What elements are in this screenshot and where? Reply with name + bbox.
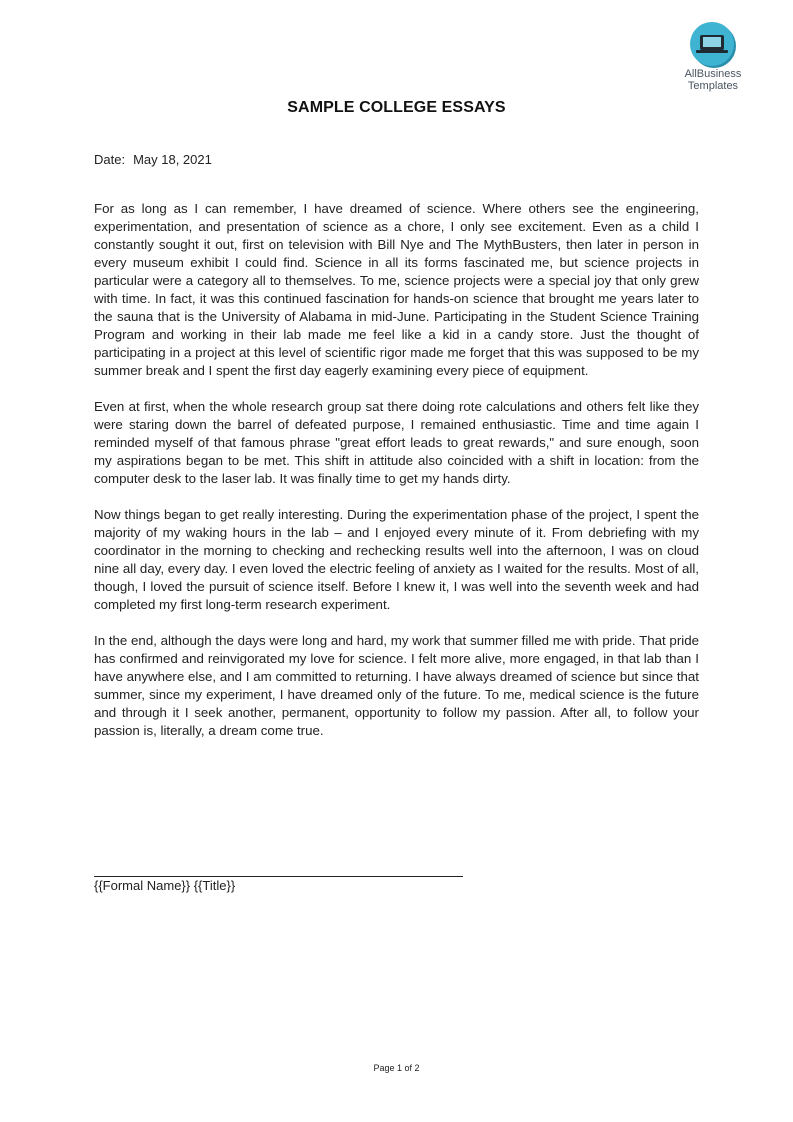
signature-placeholder: {{Formal Name}} {{Title}} (94, 878, 236, 893)
laptop-base (696, 50, 728, 53)
essay-paragraph-2: Even at first, when the whole research group sat there doing rote calculations and others felt like they were staring down the barrel of defeated purpose, I remained enthusiastic. Time and time again I reminded myself of that famous phrase "great effort leads to great rewards," and sure enough, soon my aspirations began to be met. This shift in attitude also coincided with a shift in location: from the computer desk to the laser lab. It was finally time to get my hands dirty. (94, 399, 699, 486)
document-title: SAMPLE COLLEGE ESSAYS (287, 99, 506, 116)
date-value: May 18, 2021 (133, 152, 212, 167)
date-label: Date: (94, 152, 126, 167)
signature-line (94, 876, 463, 877)
logo-brand-line1: AllBusiness (684, 68, 742, 80)
logo-text (676, 68, 750, 92)
brand-logo (676, 22, 756, 94)
essay-body (94, 200, 699, 758)
essay-paragraph-4: In the end, although the days were long and hard, my work that summer filled me with pride. That pride has confirmed and reinvigorated my love for science. I felt more alive, more engaged, in that lab than I have anywhere else, and I am committed to returning. I have always dreamed of science but since that summer, since my experiment, I have dreamed only of the future. To me, medical science is the future and through it I seek another, permanent, opportunity to follow my passion. After all, to follow your passion is, literally, a dream come true. (94, 633, 699, 738)
laptop-icon (700, 35, 724, 50)
logo-brand-line2: Templates (687, 80, 739, 92)
page-number: Page 1 of 2 (373, 1063, 420, 1073)
essay-paragraph-3: Now things began to get really interesting. During the experimentation phase of the project, I spent the majority of my waking hours in the lab – and I enjoyed every minute of it. From debriefing with my coordinator in the morning to checking and rechecking results well into the afternoon, I was on cloud nine all day, every day. I even loved the electric feeling of anxiety as I waited for the results. Most of all, though, I loved the pursuit of science itself. Before I knew it, I was well into the seventh week and had completed my first long-term research experiment. (94, 507, 699, 612)
date-line (94, 152, 212, 167)
essay-paragraph-1: For as long as I can remember, I have dreamed of science. Where others see the engineering, experimentation, and presentation of science as a chore, I only see excitement. Even as a child I constantly sought it out, first on television with Bill Nye and The MythBusters, then later in person in every museum exhibit I could find. Science in all its forms fascinated me, but science projects in particular were a category all to themselves. To me, science projects were a special joy that only grew with time. In fact, it was this continued fascination for hands-on science that brought me years later to the sauna that is the University of Alabama in mid-June. Participating in the Student Science Training Program and working in their lab made me feel like a kid in a candy store. Just the thought of participating in a project at this level of scientific rigor made me forget that this was supposed to be my summer break and I spent the first day eagerly examining every piece of equipment. (94, 201, 699, 378)
